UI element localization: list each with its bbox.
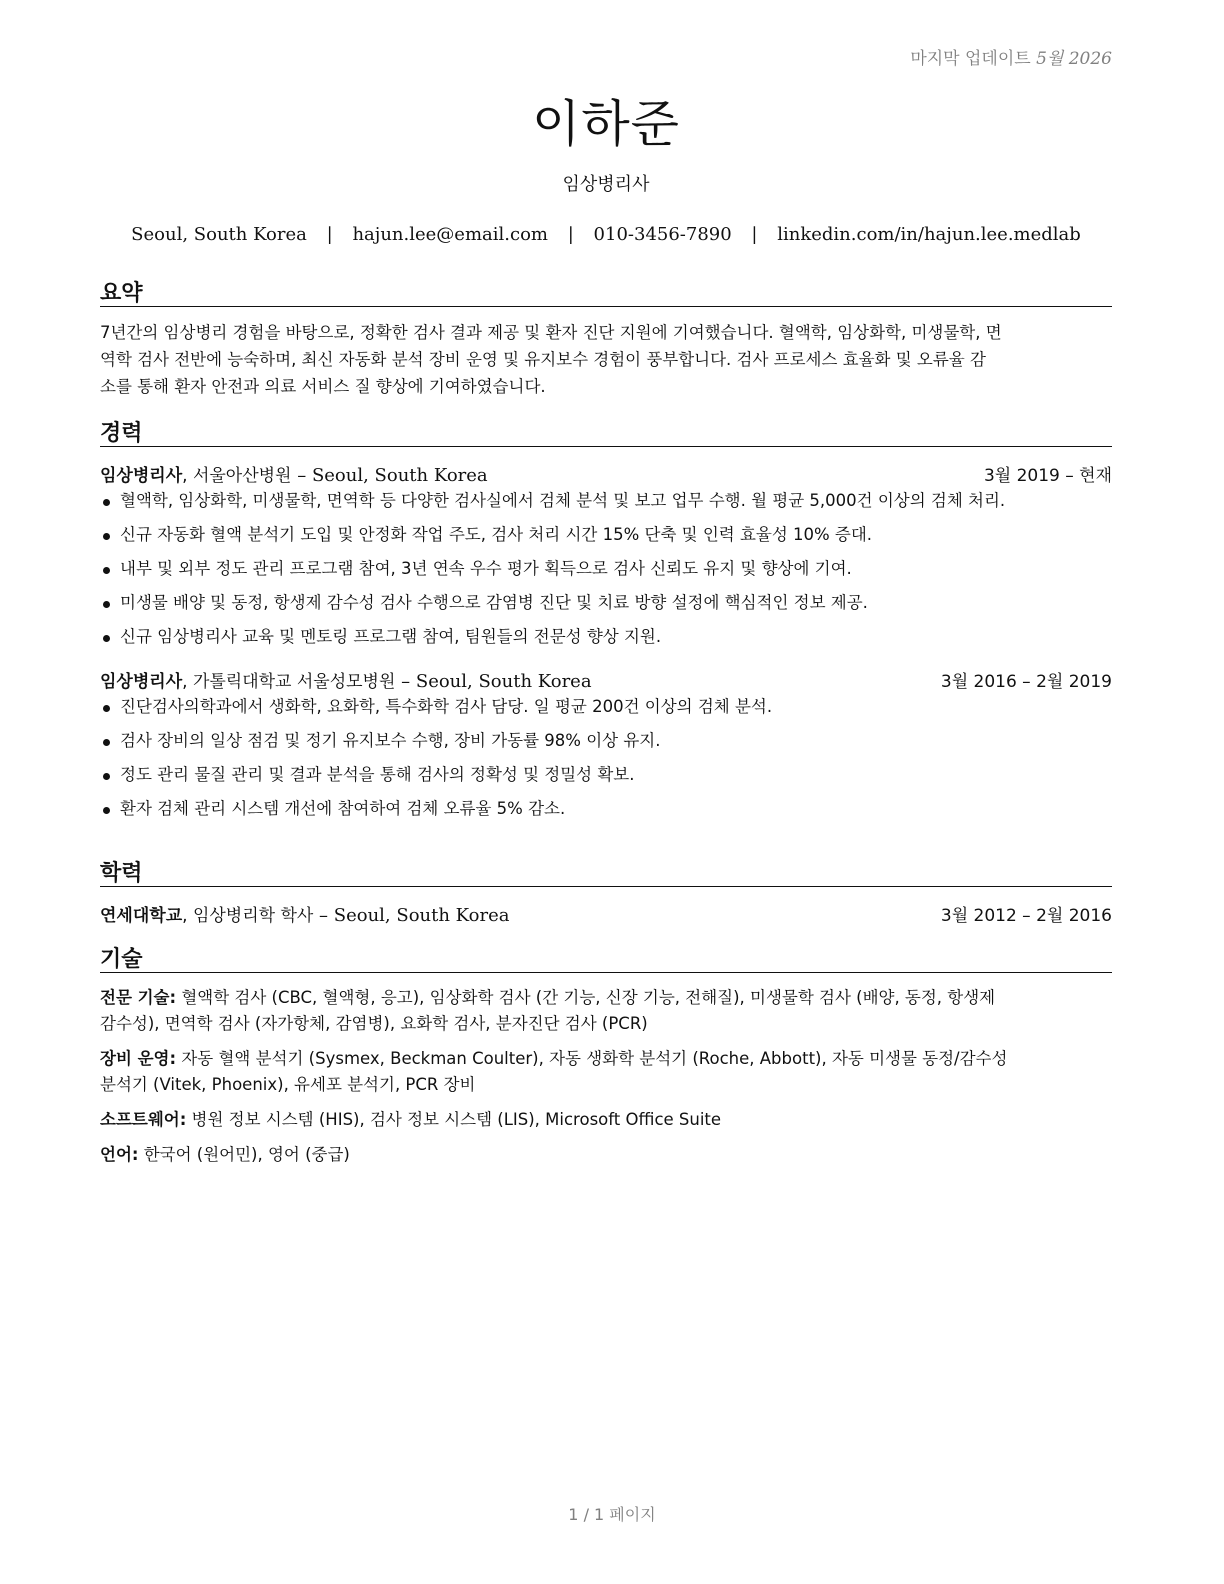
contact-location: Seoul, South Korea <box>131 224 307 245</box>
skill-label: 언어: <box>100 1145 139 1164</box>
skill-label: 소프트웨어: <box>100 1110 187 1129</box>
experience-section <box>100 416 1112 829</box>
job-bullet: 정도 관리 물질 관리 및 결과 분석을 통해 검사의 정확성 및 정밀성 확보. <box>100 761 1112 795</box>
summary-heading: 요약 <box>100 276 1112 307</box>
job-header: 임상병리사, 서울아산병원 – Seoul, South Korea 3월 2019 – 현재 <box>100 461 1112 487</box>
education-entry: 연세대학교, 임상병리학 학사 – Seoul, South Korea 3월 2012 – 2월 2016 <box>100 901 1112 927</box>
candidate-name: 이하준 <box>532 95 680 153</box>
skill-text: 병원 정보 시스템 (HIS), 검사 정보 시스템 (LIS), Microsoft Office Suite <box>191 1110 722 1129</box>
skill-label: 전문 기술: <box>100 988 177 1007</box>
contact-email[interactable]: hajun.lee@email.com <box>352 224 548 245</box>
education-dates: 3월 2012 – 2월 2016 <box>940 906 1112 926</box>
education-heading: 학력 <box>100 856 1112 887</box>
skills-heading: 기술 <box>100 942 1112 973</box>
skill-entry <box>100 1107 1112 1133</box>
last-updated-date: 5월 2026 <box>1036 49 1112 69</box>
job-title: 임상병리사 <box>100 672 183 692</box>
skill-text: 감수성), 면역학 검사 (자가항체, 감염병), 요화학 검사, 분자진단 검사 (PCR) <box>100 1014 648 1033</box>
page-number: 1 / 1 페이지 <box>568 1505 656 1524</box>
last-updated <box>910 44 1112 69</box>
education-location: Seoul, South Korea <box>333 905 510 926</box>
contact-separator: | <box>751 224 758 245</box>
job-bullet: 신규 임상병리사 교육 및 멘토링 프로그램 참여, 팀원들의 전문성 향상 지원. <box>100 623 1112 657</box>
summary-section <box>100 276 1112 400</box>
education-section <box>100 856 1112 927</box>
skill-label: 장비 운영: <box>100 1049 177 1068</box>
job-bullet: 혈액학, 임상화학, 미생물학, 면역학 등 다양한 검사실에서 검체 분석 및 보고 업무 수행. 월 평균 5,000건 이상의 검체 처리. <box>100 487 1112 521</box>
experience-heading: 경력 <box>100 416 1112 447</box>
skill-text: 혈액학 검사 (CBC, 혈액형, 응고), 임상화학 검사 (간 기능, 신장 기능, 전해질), 미생물학 검사 (배양, 동정, 항생제 <box>181 988 996 1007</box>
last-updated-label: 마지막 업데이트 <box>910 49 1031 69</box>
job-entry <box>100 667 1112 829</box>
contact-linkedin[interactable]: linkedin.com/in/hajun.lee.medlab <box>777 224 1081 245</box>
skill-text: 자동 혈액 분석기 (Sysmex, Beckman Coulter), 자동 생화학 분석기 (Roche, Abbott), 자동 미생물 동정/감수성 <box>181 1049 1008 1068</box>
summary-line: 7년간의 임상병리 경험을 바탕으로, 정확한 검사 결과 제공 및 환자 진단 지원에 기여했습니다. 혈액학, 임상화학, 미생물학, 면 <box>100 323 1002 342</box>
summary-text <box>100 319 1112 400</box>
job-bullets <box>100 693 1112 829</box>
job-dates: 3월 2019 – 현재 <box>983 466 1112 486</box>
education-school: 연세대학교 <box>100 906 183 926</box>
job-bullet: 검사 장비의 일상 점검 및 정기 유지보수 수행, 장비 가동률 98% 이상 유지. <box>100 727 1112 761</box>
job-location: Seoul, South Korea <box>311 465 488 486</box>
job-header: 임상병리사, 가톨릭대학교 서울성모병원 – Seoul, South Korea 3월 2016 – 2월 2019 <box>100 667 1112 693</box>
skill-text: 분석기 (Vitek, Phoenix), 유세포 분석기, PCR 장비 <box>100 1075 476 1094</box>
resume-page <box>100 0 1112 1584</box>
summary-line: 소를 통해 환자 안전과 의료 서비스 질 향상에 기여하였습니다. <box>100 377 546 396</box>
candidate-role: 임상병리사 <box>562 174 650 195</box>
job-bullet: 진단검사의학과에서 생화학, 요화학, 특수화학 검사 담당. 일 평균 200건 이상의 검체 분석. <box>100 693 1112 727</box>
job-bullet: 환자 검체 관리 시스템 개선에 참여하여 검체 오류율 5% 감소. <box>100 795 1112 829</box>
job-org: 서울아산병원 <box>192 466 292 486</box>
education-degree: 임상병리학 학사 <box>192 906 314 926</box>
contact-phone: 010-3456-7890 <box>593 224 732 245</box>
skill-entry <box>100 1142 1112 1168</box>
job-bullet: 내부 및 외부 정도 관리 프로그램 참여, 3년 연속 우수 평가 획득으로 검사 신뢰도 유지 및 향상에 기여. <box>100 555 1112 589</box>
job-title: 임상병리사 <box>100 466 183 486</box>
skill-entry <box>100 985 1112 1037</box>
job-org: 가톨릭대학교 서울성모병원 <box>192 672 396 692</box>
contact-line <box>100 224 1112 245</box>
job-bullets <box>100 487 1112 657</box>
job-bullet: 미생물 배양 및 동정, 항생제 감수성 검사 수행으로 감염병 진단 및 치료 방향 설정에 핵심적인 정보 제공. <box>100 589 1112 623</box>
contact-separator: | <box>326 224 333 245</box>
job-bullet: 신규 자동화 혈액 분석기 도입 및 안정화 작업 주도, 검사 처리 시간 15% 단축 및 인력 효율성 10% 증대. <box>100 521 1112 555</box>
contact-separator: | <box>567 224 574 245</box>
skill-entry <box>100 1046 1112 1098</box>
job-dates: 3월 2016 – 2월 2019 <box>940 672 1112 692</box>
skills-section <box>100 942 1112 1177</box>
job-location: Seoul, South Korea <box>415 671 592 692</box>
job-entry <box>100 461 1112 657</box>
skill-text: 한국어 (원어민), 영어 (중급) <box>143 1145 350 1164</box>
summary-line: 역학 검사 전반에 능숙하며, 최신 자동화 분석 장비 운영 및 유지보수 경험이 풍부합니다. 검사 프로세스 효율화 및 오류율 감 <box>100 350 986 369</box>
